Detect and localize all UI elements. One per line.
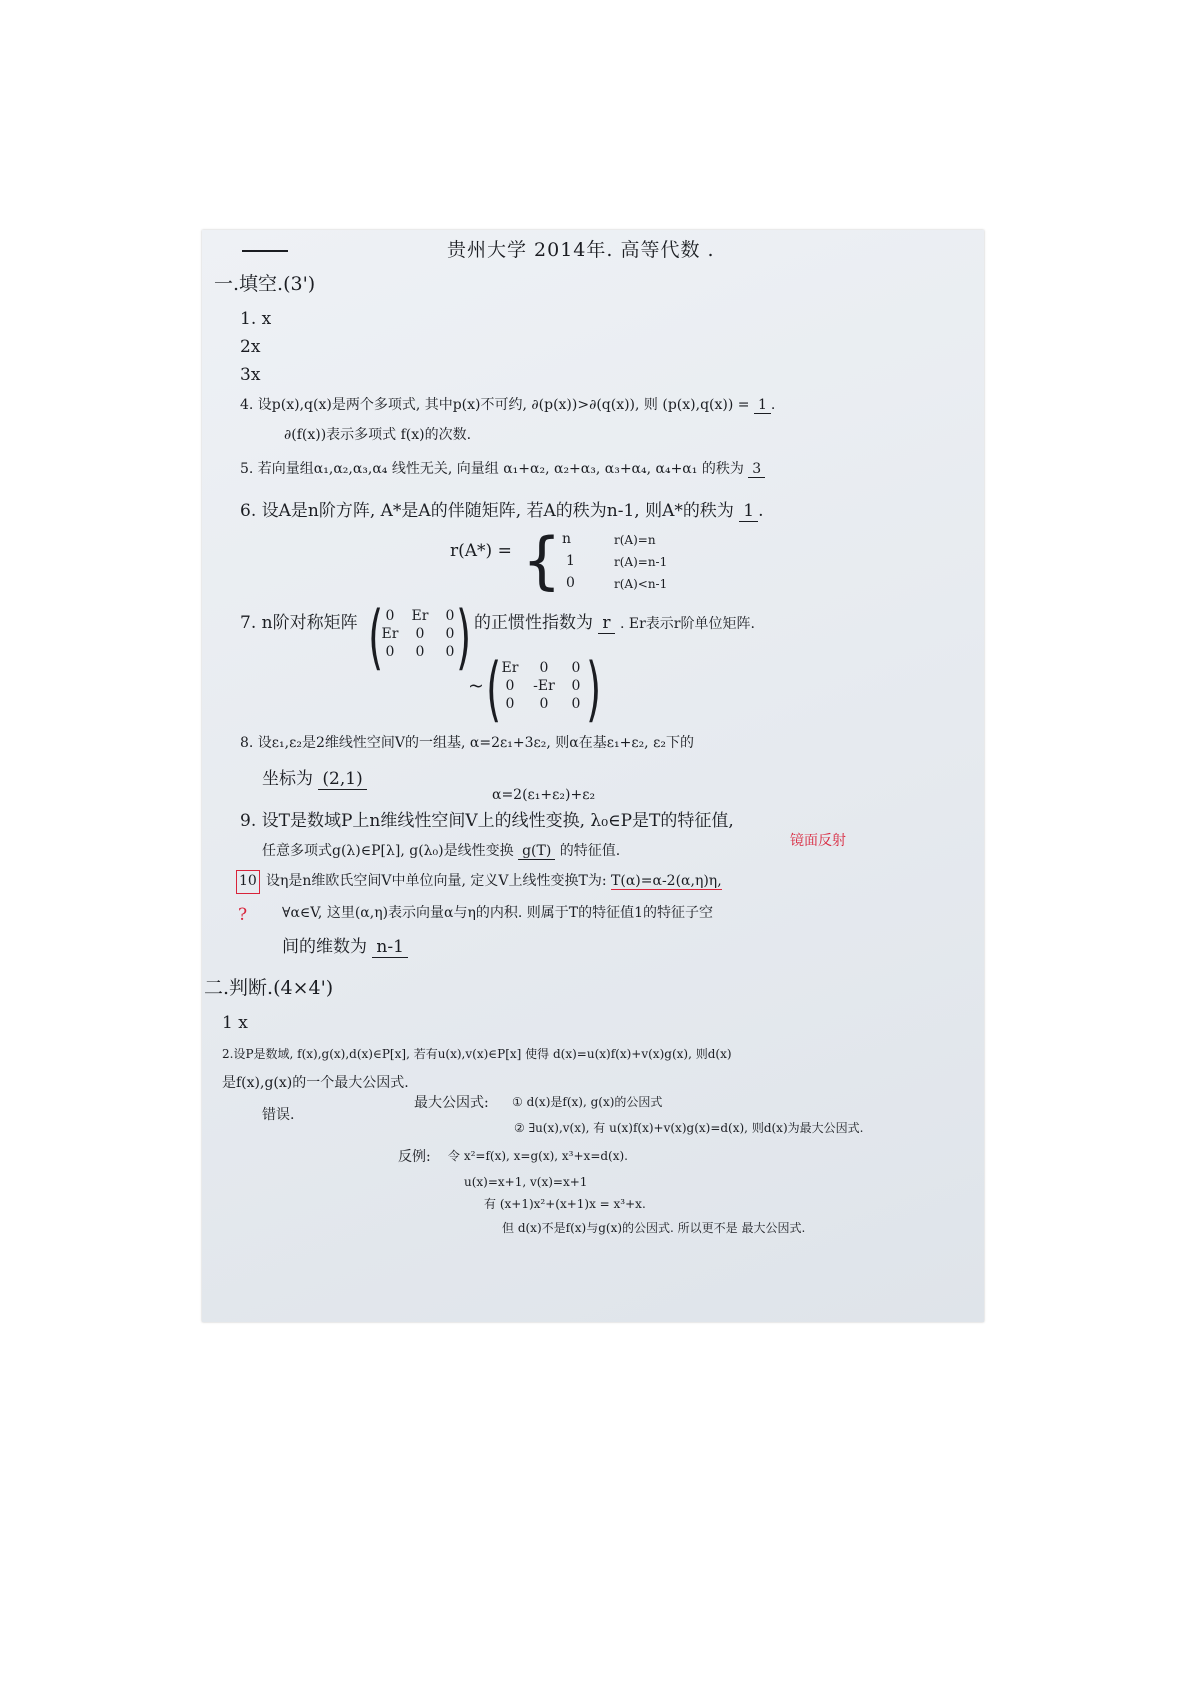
matrix-cell: Er: [501, 660, 519, 676]
q7-tilde: ~: [468, 675, 484, 697]
q6-answer: 1: [739, 501, 758, 522]
q7-matrix2-left-paren: (: [486, 648, 502, 730]
s2-gcd-def-label: 最大公因式:: [414, 1095, 489, 1111]
q5-answer: 3: [748, 461, 765, 478]
matrix-cell: 0: [571, 696, 581, 712]
q7-matrix2-right-paren: ): [586, 648, 602, 730]
q6-case-value: 1: [566, 553, 575, 569]
matrix-cell: 0: [505, 678, 515, 694]
q6-formula-left: r(A*) =: [450, 541, 512, 561]
matrix-cell: 0: [385, 644, 395, 660]
s2-item2-line2: 是f(x),g(x)的一个最大公因式.: [222, 1075, 409, 1091]
s2-example-label: 反例:: [398, 1149, 431, 1165]
q7-matrix1: [380, 608, 460, 660]
q4-line2: ∂(f(x))表示多项式 f(x)的次数.: [284, 427, 472, 443]
s2-example-line3: 有 (x+1)x²+(x+1)x = x³+x.: [484, 1197, 646, 1211]
q6-cases-brace: {: [522, 524, 562, 597]
q9-line2: 任意多项式g(λ)∈P[λ], g(λ₀)是线性变换 g(T) 的特征值.: [262, 843, 621, 859]
q6-case-value: n: [562, 531, 572, 547]
s2-verdict: 错误.: [262, 1107, 295, 1123]
s2-example-line2: u(x)=x+1, v(x)=x+1: [464, 1175, 588, 1189]
matrix-cell: 0: [445, 644, 455, 660]
matrix-cell: 0: [571, 678, 581, 694]
q10-line3: 间的维数为 n-1: [282, 938, 408, 957]
s2-example-line1: 令 x²=f(x), x=g(x), x³+x=d(x).: [448, 1149, 628, 1163]
matrix-cell: 0: [571, 660, 581, 676]
matrix-cell: 0: [539, 696, 549, 712]
s2-item2-line1: 2.设P是数域, f(x),g(x),d(x)∈P[x], 若有u(x),v(x)∈P[x] 使得 d(x)=u(x)f(x)+v(x)g(x), 则d(x): [222, 1047, 732, 1061]
q4-line1: 4. 设p(x),q(x)是两个多项式, 其中p(x)不可约, ∂(p(x))>∂(q(x)), 则 (p(x),q(x)) = 1 .: [240, 397, 776, 413]
matrix-cell: 0: [445, 608, 455, 624]
matrix-cell: 0: [385, 608, 395, 624]
q9-line1: 9. 设T是数域P上n维线性空间V上的线性变换, λ₀∈P是T的特征值,: [240, 811, 734, 831]
q8-answer: (2,1): [318, 769, 366, 790]
q2-item: 2x: [240, 337, 261, 357]
q7-matrix1-right-paren: ): [456, 596, 472, 678]
q6-case-condition: r(A)=n: [614, 533, 656, 547]
section1-heading: 一.填空.(3'): [214, 273, 316, 295]
top-left-dash: [242, 250, 288, 252]
matrix-cell: -Er: [533, 678, 555, 694]
matrix-cell: 0: [445, 626, 455, 642]
q7-matrix1-left-paren: (: [368, 596, 384, 678]
q7-matrix2: [498, 660, 586, 712]
q7-answer: r: [598, 613, 614, 634]
q4-answer: 1: [754, 397, 771, 414]
q8-line1: 8. 设ε₁,ε₂是2维线性空间V的一组基, α=2ε₁+3ε₂, 则α在基ε₁+ε₂, ε₂下的: [240, 735, 694, 751]
q10-answer: n-1: [372, 937, 408, 958]
q6-line: 6. 设A是n阶方阵, A*是A的伴随矩阵, 若A的秩为n-1, 则A*的秩为 1 .: [240, 501, 764, 521]
q6-case-condition: r(A)=n-1: [614, 555, 668, 569]
q7-middle: 的正惯性指数为 r . Er表示r阶单位矩阵.: [474, 613, 755, 633]
s2-example-line4: 但 d(x)不是f(x)与g(x)的公因式. 所以更不是 最大公因式.: [502, 1221, 806, 1235]
matrix-cell: 0: [505, 696, 515, 712]
q6-case-value: 0: [566, 575, 575, 591]
section2-heading: 二.判断.(4×4'): [204, 977, 334, 999]
matrix-cell: 0: [415, 626, 425, 642]
q8-note: α=2(ε₁+ε₂)+ε₂: [492, 787, 596, 803]
q1-item: 1. x: [240, 309, 272, 329]
matrix-cell: 0: [415, 644, 425, 660]
q5-line: 5. 若向量组α₁,α₂,α₃,α₄ 线性无关, 向量组 α₁+α₂, α₂+α₃, α₃+α₄, α₄+α₁ 的秩为 3: [240, 462, 765, 477]
q9-answer: g(T): [518, 843, 555, 860]
q10-line2: ∀α∈V, 这里(α,η)表示向量α与η的内积. 则属于T的特征值1的特征子空: [282, 905, 714, 921]
page-title: 贵州大学 2014年. 高等代数 .: [447, 239, 715, 261]
q10-question-mark: ?: [238, 905, 248, 925]
q8-line2: 坐标为 (2,1): [262, 770, 367, 789]
q6-case-condition: r(A)<n-1: [614, 577, 668, 591]
q10-number: 10: [239, 873, 257, 889]
exam-paper-sheet: [202, 230, 984, 1322]
q10-red-note: 镜面反射: [790, 833, 846, 849]
s2-gcd-def-2: ② ∃u(x),v(x), 有 u(x)f(x)+v(x)g(x)=d(x), 则d(x)为最大公因式.: [514, 1121, 864, 1135]
s2-gcd-def-1: ① d(x)是f(x), g(x)的公因式: [512, 1095, 663, 1109]
matrix-cell: Er: [381, 626, 399, 642]
q7-prefix: 7. n阶对称矩阵: [240, 613, 358, 633]
q10-line1: 设η是n维欧氏空间V中单位向量, 定义V上线性变换T为: T(α)=α-2(α,η)η,: [266, 873, 722, 889]
matrix-cell: Er: [411, 608, 429, 624]
matrix-cell: 0: [539, 660, 549, 676]
q3-item: 3x: [240, 365, 261, 385]
q10-formula: T(α)=α-2(α,η)η,: [611, 873, 722, 889]
s2-item1: 1 x: [222, 1013, 248, 1033]
